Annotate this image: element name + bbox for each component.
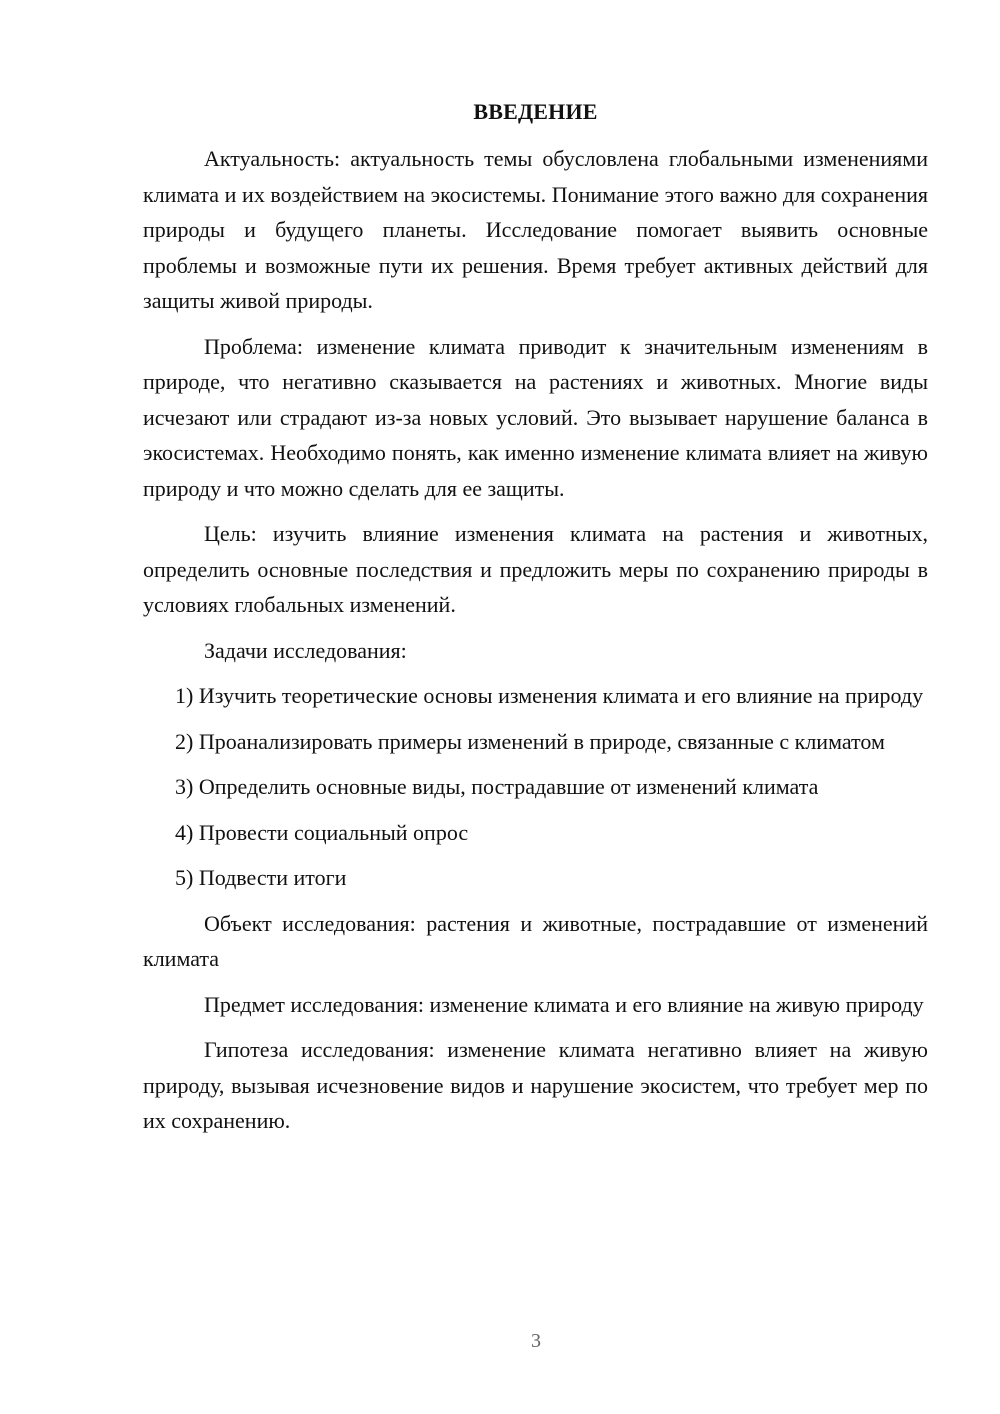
page-number: 3	[531, 1330, 541, 1352]
problem-paragraph: Проблема: изменение климата приводит к значительным изменениям в природе, что негативно сказывается на растениях и животных. Многие виды исчезают или страдают из-за новых условий. Это вызывает нарушение баланса в экосистемах. Необходимо понять, как именно изменение климата влияет на живую природу и что можно сделать для ее защиты.	[143, 333, 928, 501]
list-item: 4) Провести социальный опрос	[175, 819, 469, 845]
tasks-list	[143, 678, 928, 896]
list-item: 1) Изучить теоретические основы изменения климата и его влияние на природу	[175, 683, 924, 708]
object-paragraph: Объект исследования: растения и животные, пострадавшие от изменений климата	[143, 910, 928, 971]
page-title: ВВЕДЕНИЕ	[473, 99, 598, 124]
list-item: 2) Проанализировать примеры изменений в природе, связанные с климатом	[175, 728, 885, 754]
list-item: 5) Подвести итоги	[175, 865, 347, 890]
goal-paragraph: Цель: изучить влияние изменения климата на растения и животных, определить основные последствия и предложить меры по сохранению природы в условиях глобальных изменений.	[143, 521, 928, 617]
tasks-heading: Задачи исследования:	[204, 637, 407, 663]
subject-paragraph: Предмет исследования: изменение климата и его влияние на живую природу	[204, 991, 924, 1017]
list-item: 3) Определить основные виды, пострадавшие от изменений климата	[175, 774, 819, 799]
document-body	[143, 94, 928, 1149]
hypothesis-paragraph: Гипотеза исследования: изменение климата негативно влияет на живую природу, вызывая исчезновение видов и нарушение экосистем, что требует мер по их сохранению.	[143, 1037, 928, 1133]
relevance-paragraph: Актуальность: актуальность темы обусловлена глобальными изменениями климата и их воздействием на экосистемы. Понимание этого важно для сохранения природы и будущего планеты. Исследование помогает выявить основные проблемы и возможные пути их решения. Время требует активных действий для защиты живой природы.	[143, 146, 928, 313]
